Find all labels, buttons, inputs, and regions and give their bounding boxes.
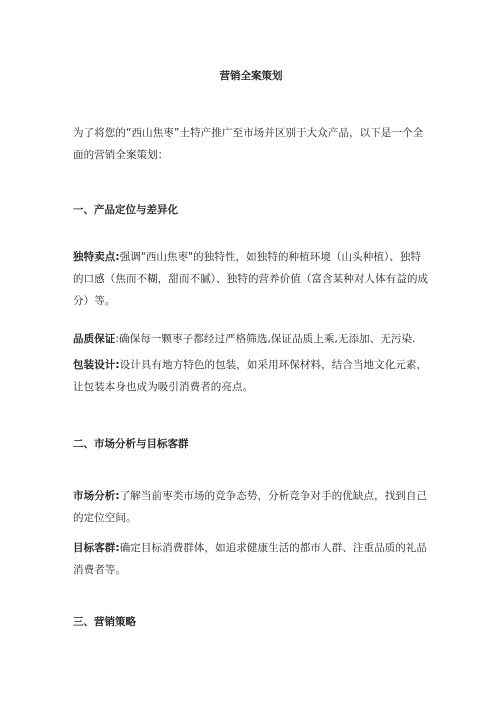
- item-label: 市场分析:: [73, 490, 120, 502]
- intro-paragraph: [73, 122, 429, 166]
- item-text: 强调"西山焦枣"的独特性，如独特的种植环境（山头种植）、独特的口感（焦而不糊，甜而不腻）、独特的营养价值（富含某种对人体有益的成分）等。: [73, 251, 429, 307]
- item-label: 包装设计:: [73, 359, 120, 371]
- section-1-item-packaging-design: [73, 354, 429, 398]
- document-title: 营销全案策划: [219, 70, 283, 82]
- section-2-heading: 二、市场分析与目标客群: [73, 438, 189, 450]
- item-label: 目标客群:: [73, 542, 120, 554]
- section-2-item-target-customers: [73, 537, 429, 581]
- item-text: :确保每一颗枣子都经过严格筛选,保证品质上乘,无添加、无污染.: [115, 333, 416, 345]
- item-text: 设计具有地方特色的包装，如采用环保材料，结合当地文化元素，让包装本身也成为吸引消费者的亮点。: [73, 359, 428, 393]
- section-1-heading: 一、产品定位与差异化: [73, 204, 178, 216]
- intro-text: 为了将您的“西山焦枣”土特产推广至市场并区别于大众产品，以下是一个全面的营销全案策划：: [73, 127, 424, 161]
- section-3-heading: 三、营销策略: [73, 616, 136, 628]
- item-label: 品质保证: [73, 333, 116, 345]
- item-label: 独特卖点:: [73, 251, 120, 263]
- section-2-item-market-analysis: [73, 485, 429, 529]
- item-text: 确定目标消费群体，如追求健康生活的都市人群、注重品质的礼品消费者等。: [73, 542, 428, 576]
- section-1-item-quality-assurance: [73, 328, 429, 350]
- section-1-item-unique-selling-point: [73, 246, 429, 312]
- item-text: 了解当前枣类市场的竞争态势，分析竞争对手的优缺点，找到自己的定位空间。: [73, 490, 428, 524]
